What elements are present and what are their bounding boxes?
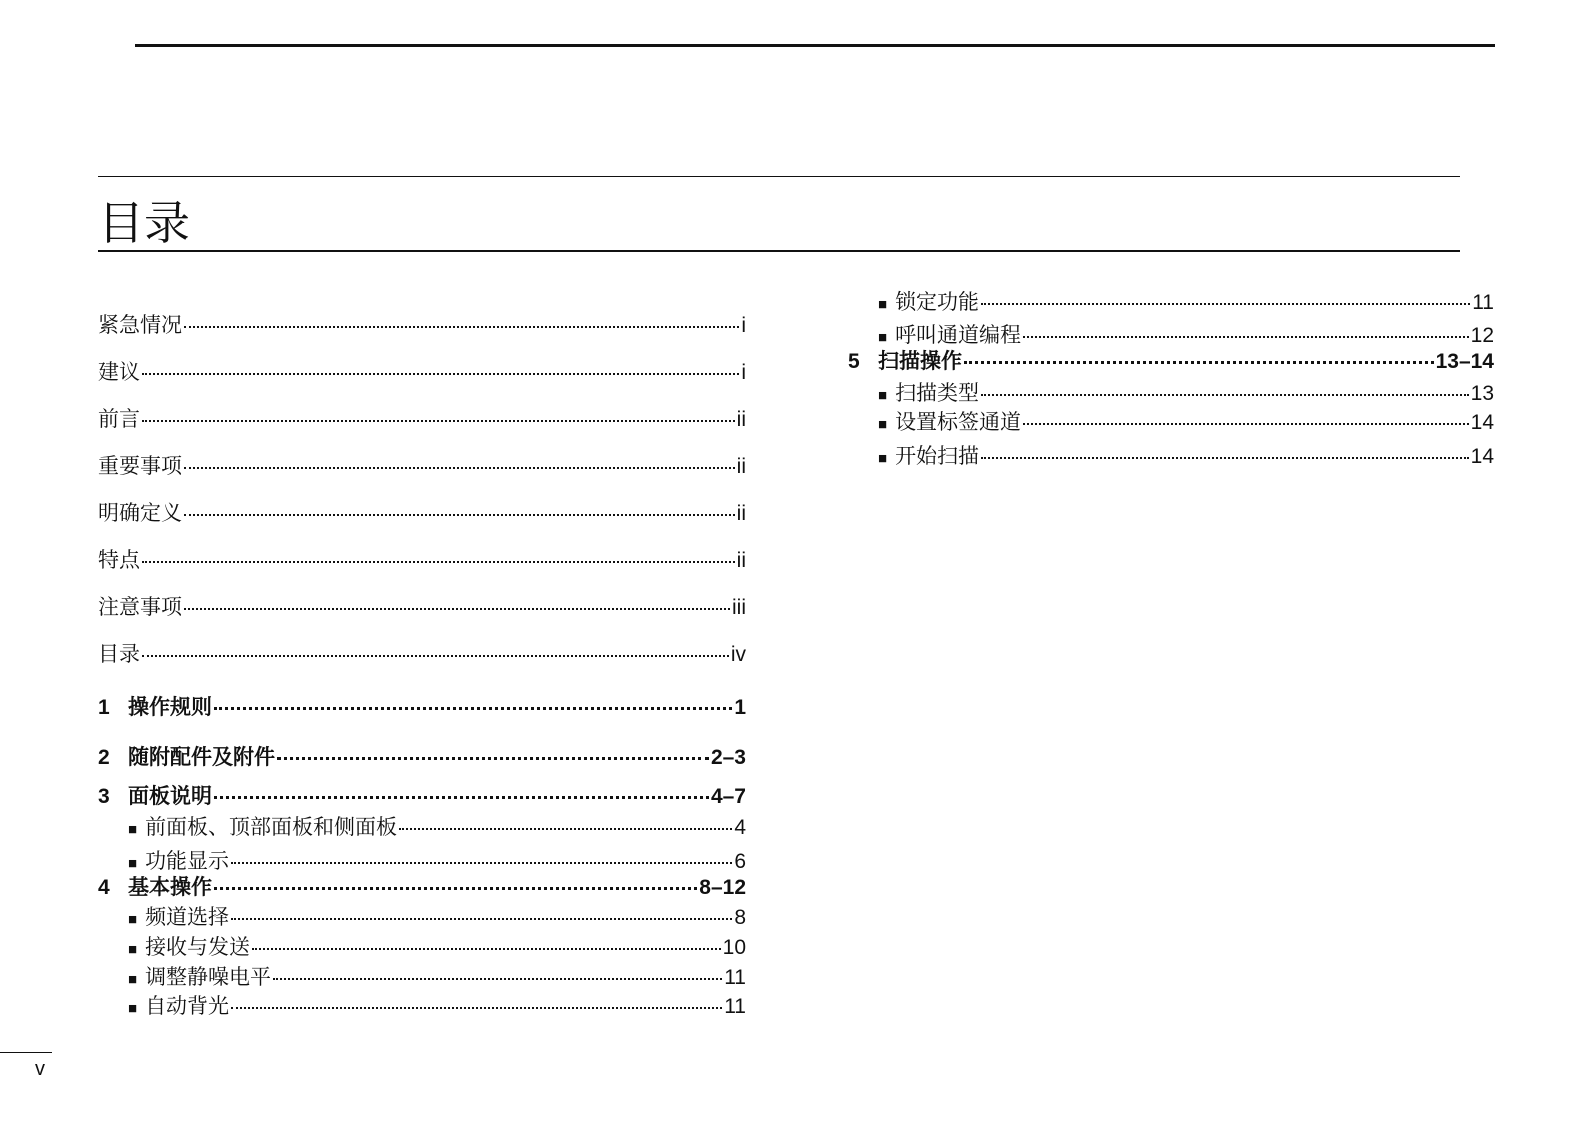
toc-entry-important[interactable] bbox=[98, 453, 746, 480]
toc-entry-page: i bbox=[741, 314, 746, 337]
toc-entry-label: 随附配件及附件 bbox=[128, 745, 275, 769]
toc-leader-dots bbox=[184, 326, 739, 328]
page-title: 目录 bbox=[98, 196, 190, 250]
toc-entry-label: 自动背光 bbox=[145, 994, 230, 1018]
toc-leader-dots bbox=[142, 373, 739, 375]
toc-chapter-2[interactable] bbox=[98, 744, 746, 771]
square-bullet-icon: ■ bbox=[878, 416, 888, 433]
toc-subentry-scan-types[interactable] bbox=[878, 380, 1494, 409]
toc-subentry-tag-channels[interactable] bbox=[878, 409, 1494, 438]
square-bullet-icon: ■ bbox=[128, 911, 138, 928]
toc-chapter-4[interactable] bbox=[98, 874, 746, 901]
square-bullet-icon: ■ bbox=[128, 971, 138, 988]
toc-leader-dots bbox=[277, 757, 709, 760]
toc-entry-page: 11 bbox=[724, 995, 746, 1018]
square-bullet-icon: ■ bbox=[878, 329, 888, 346]
title-rule-bottom bbox=[98, 250, 1460, 252]
toc-leader-dots bbox=[981, 303, 1470, 305]
toc-entry-page: 6 bbox=[734, 850, 746, 873]
toc-entry-page: 14 bbox=[1470, 411, 1494, 434]
toc-entry-label: 锁定功能 bbox=[895, 290, 980, 314]
toc-entry-label: 前面板、顶部面板和侧面板 bbox=[145, 815, 398, 839]
toc-entry-label: 目录 bbox=[98, 642, 140, 666]
toc-leader-dots bbox=[214, 887, 697, 890]
toc-leader-dots bbox=[231, 862, 732, 864]
toc-chapter-5[interactable] bbox=[848, 348, 1494, 375]
toc-entry-features[interactable] bbox=[98, 547, 746, 574]
square-bullet-icon: ■ bbox=[128, 941, 138, 958]
toc-entry-page: ii bbox=[736, 408, 746, 431]
toc-leader-dots bbox=[142, 420, 735, 422]
square-bullet-icon: ■ bbox=[878, 296, 888, 313]
toc-leader-dots bbox=[184, 467, 735, 469]
toc-entry-label: 设置标签通道 bbox=[895, 410, 1022, 434]
toc-entry-page: 4 bbox=[734, 816, 746, 839]
toc-leader-dots bbox=[231, 1007, 722, 1009]
toc-entry-page: ii bbox=[736, 502, 746, 525]
toc-subentry-call-channel[interactable] bbox=[878, 322, 1494, 351]
toc-chapter-number: 4 bbox=[98, 876, 110, 899]
toc-entry-precautions[interactable] bbox=[98, 594, 746, 621]
toc-entry-page: 13–14 bbox=[1435, 350, 1494, 373]
toc-entry-definitions[interactable] bbox=[98, 500, 746, 527]
toc-entry-label: 开始扫描 bbox=[895, 444, 980, 468]
toc-leader-dots bbox=[981, 457, 1469, 459]
toc-entry-page: 13 bbox=[1470, 382, 1494, 405]
toc-entry-advice[interactable] bbox=[98, 359, 746, 386]
toc-leader-dots bbox=[252, 948, 721, 950]
toc-entry-page: i bbox=[741, 361, 746, 384]
toc-subentry-display[interactable] bbox=[128, 848, 746, 877]
toc-entry-label: 紧急情况 bbox=[98, 313, 182, 337]
toc-entry-label: 接收与发送 bbox=[145, 935, 251, 959]
toc-entry-page: ii bbox=[736, 549, 746, 572]
toc-entry-label: 基本操作 bbox=[128, 875, 212, 899]
square-bullet-icon: ■ bbox=[128, 821, 138, 838]
footer-rule bbox=[0, 1052, 52, 1053]
toc-entry-label: 调整静噪电平 bbox=[145, 965, 272, 989]
toc-entry-page: 1 bbox=[734, 696, 746, 719]
toc-entry-contents[interactable] bbox=[98, 641, 746, 668]
toc-leader-dots bbox=[399, 828, 732, 830]
toc-leader-dots bbox=[184, 608, 730, 610]
toc-chapter-1[interactable] bbox=[98, 694, 746, 721]
toc-leader-dots bbox=[964, 361, 1434, 364]
toc-chapter-3[interactable] bbox=[98, 783, 746, 810]
page-number: v bbox=[35, 1058, 45, 1080]
toc-subentry-rx-tx[interactable] bbox=[128, 934, 746, 963]
toc-entry-emergency[interactable] bbox=[98, 312, 746, 339]
toc-entry-foreword[interactable] bbox=[98, 406, 746, 433]
toc-chapter-number: 3 bbox=[98, 785, 110, 808]
toc-entry-label: 特点 bbox=[98, 548, 140, 572]
toc-leader-dots bbox=[142, 561, 735, 563]
toc-chapter-number: 2 bbox=[98, 746, 110, 769]
toc-entry-page: 8–12 bbox=[699, 876, 746, 899]
toc-entry-label: 扫描类型 bbox=[895, 381, 980, 405]
toc-entry-page: 14 bbox=[1470, 445, 1494, 468]
toc-entry-page: ii bbox=[736, 455, 746, 478]
toc-entry-label: 操作规则 bbox=[128, 695, 212, 719]
square-bullet-icon: ■ bbox=[128, 855, 138, 872]
toc-leader-dots bbox=[214, 796, 709, 799]
toc-entry-label: 前言 bbox=[98, 407, 140, 431]
toc-entry-label: 面板说明 bbox=[128, 784, 212, 808]
toc-leader-dots bbox=[273, 978, 722, 980]
toc-entry-label: 注意事项 bbox=[98, 595, 182, 619]
toc-leader-dots bbox=[184, 514, 735, 516]
toc-entry-label: 建议 bbox=[98, 360, 140, 384]
toc-leader-dots bbox=[981, 394, 1469, 396]
toc-leader-dots bbox=[231, 918, 732, 920]
toc-entry-page: 11 bbox=[1472, 291, 1494, 314]
toc-entry-page: iv bbox=[730, 643, 746, 666]
toc-entry-label: 扫描操作 bbox=[878, 349, 962, 373]
toc-entry-label: 呼叫通道编程 bbox=[895, 323, 1022, 347]
square-bullet-icon: ■ bbox=[878, 450, 888, 467]
toc-leader-dots bbox=[1023, 423, 1469, 425]
toc-entry-page: 10 bbox=[722, 936, 746, 959]
toc-subentry-panels[interactable] bbox=[128, 814, 746, 843]
toc-subentry-backlight[interactable] bbox=[128, 993, 746, 1022]
toc-leader-dots bbox=[214, 707, 732, 710]
toc-entry-page: 2–3 bbox=[710, 746, 746, 769]
square-bullet-icon: ■ bbox=[128, 1000, 138, 1017]
toc-entry-label: 功能显示 bbox=[145, 849, 230, 873]
toc-entry-page: 11 bbox=[724, 966, 746, 989]
header-rule bbox=[135, 44, 1495, 47]
toc-subentry-squelch[interactable] bbox=[128, 964, 746, 993]
toc-subentry-channel-select[interactable] bbox=[128, 904, 746, 933]
toc-entry-page: 12 bbox=[1470, 324, 1494, 347]
toc-subentry-lock[interactable] bbox=[878, 289, 1494, 318]
toc-entry-label: 明确定义 bbox=[98, 501, 182, 525]
toc-entry-page: 8 bbox=[734, 906, 746, 929]
toc-chapter-number: 1 bbox=[98, 696, 110, 719]
toc-leader-dots bbox=[1023, 336, 1469, 338]
toc-entry-page: 4–7 bbox=[710, 785, 746, 808]
toc-leader-dots bbox=[142, 655, 729, 657]
title-rule-top bbox=[98, 176, 1460, 177]
toc-entry-label: 重要事项 bbox=[98, 454, 182, 478]
toc-subentry-start-scan[interactable] bbox=[878, 443, 1494, 472]
toc-chapter-number: 5 bbox=[848, 350, 860, 373]
square-bullet-icon: ■ bbox=[878, 387, 888, 404]
toc-entry-label: 频道选择 bbox=[145, 905, 230, 929]
toc-entry-page: iii bbox=[732, 596, 746, 619]
